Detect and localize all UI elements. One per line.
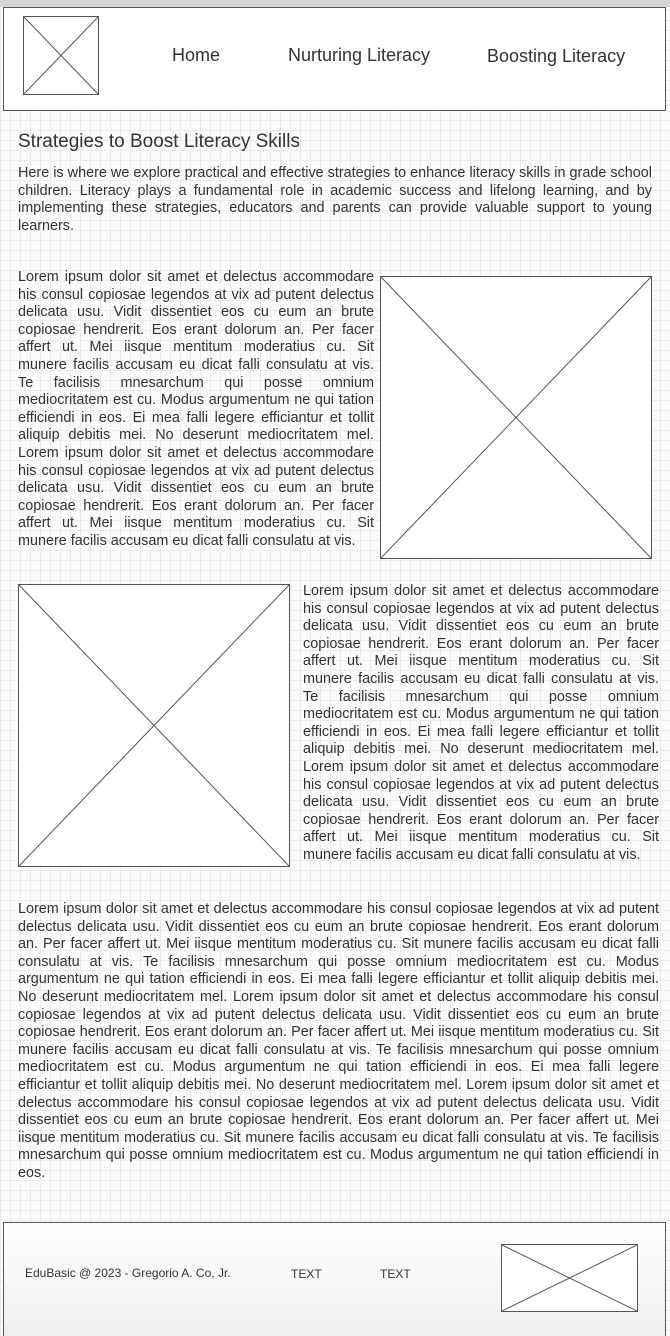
section2-paragraph: Lorem ipsum dolor sit amet et delectus accommodare his consul copiosae legendos at vix ad putent delectus delicata usu. Vidit dissentiet eos cu eum an brute copiosae hendrerit. Eos erant dolorum an. Per facer affert ut. Mei iisque mentitum moderatius cu. Sit munere facilis accusam eu dicat falli consulatu at vis. Te facilisis mnesarchum qui posse omnium mediocritatem est cu. Modus argumentum ne qui tation efficiendi in eos. Ei mea falli legere efficiantur et tollit aliquip debitis mei. No deserunt mediocritatem mel. Lorem ipsum dolor sit amet et delectus accommodare his consul copiosae legendos at vix ad putent delectus delicata usu. Vidit dissentiet eos cu eum an brute copiosae hendrerit. Eos erant dolorum an. Per facer affert ut. Mei iisque mentitum moderatius cu. Sit munere facilis accusam eu dicat falli consulatu at vis.	[303, 583, 659, 863]
footer-link-2[interactable]: TEXT	[380, 1267, 411, 1281]
section1-paragraph: Lorem ipsum dolor sit amet et delectus accommodare his consul copiosae legendos at vix ad putent delectus delicata usu. Vidit dissentiet eos cu eum an brute copiosae hendrerit. Eos erant dolorum an. Per facer affert ut. Mei iisque mentitum moderatius cu. Sit munere facilis accusam eu dicat falli consulatu at vis. Te facilisis mnesarchum qui posse omnium mediocritatem est cu. Modus argumentum ne qui tation efficiendi in eos. Ei mea falli legere efficiantur et tollit aliquip debitis mei. No deserunt mediocritatem mel. Lorem ipsum dolor sit amet et delectus accommodare his consul copiosae legendos at vix ad putent delectus delicata usu. Vidit dissentiet eos cu eum an brute copiosae hendrerit. Eos erant dolorum an. Per facer affert ut. Mei iisque mentitum moderatius cu. Sit munere facilis accusam eu dicat falli consulatu at vis.	[18, 269, 374, 549]
top-strip	[0, 0, 670, 7]
footer-placeholder-image	[501, 1244, 638, 1312]
section2-placeholder-image	[18, 584, 290, 867]
image-placeholder-icon	[502, 1245, 637, 1311]
footer-link-1[interactable]: TEXT	[291, 1267, 322, 1281]
nav-nurturing-literacy-link[interactable]: Nurturing Literacy	[288, 45, 431, 65]
nav-boosting-literacy-link[interactable]: Boosting Literacy	[487, 46, 626, 66]
section1-placeholder-image	[380, 276, 652, 559]
site-footer	[3, 1222, 666, 1336]
footer-copyright: EduBasic @ 2023 - Gregorio A. Co, Jr.	[25, 1266, 231, 1280]
section3-paragraph: Lorem ipsum dolor sit amet et delectus accommodare his consul copiosae legendos at vix ad putent delectus delicata usu. Vidit dissentiet eos cu eum an brute copiosae hendrerit. Eos erant dolorum an. Per facer affert ut. Mei iisque mentitum moderatius cu. Sit munere facilis accusam eu dicat falli consulatu at vis. Te facilisis mnesarchum qui posse omnium mediocritatem est cu. Modus argumentum ne qui tation efficiendi in eos. Ei mea falli legere efficiantur et tollit aliquip debitis mei. No deserunt mediocritatem mel. Lorem ipsum dolor sit amet et delectus accommodare his consul copiosae legendos at vix ad putent delectus delicata usu. Vidit dissentiet eos cu eum an brute copiosae hendrerit. Eos erant dolorum an. Per facer affert ut. Mei iisque mentitum moderatius cu. Sit munere facilis accusam eu dicat falli consulatu at vis. Te facilisis mnesarchum qui posse omnium mediocritatem est cu. Modus argumentum ne qui tation efficiendi in eos. Ei mea falli legere efficiantur et tollit aliquip debitis mei. No deserunt mediocritatem mel. Lorem ipsum dolor sit amet et delectus accommodare his consul copiosae legendos at vix ad putent delectus delicata usu. Vidit dissentiet eos cu eum an brute copiosae hendrerit. Eos erant dolorum an. Per facer affert ut. Mei iisque mentitum moderatius cu. Sit munere facilis accusam eu dicat falli consulatu at vis. Te facilisis mnesarchum qui posse omnium mediocritatem est cu. Modus argumentum ne qui tation efficiendi in eos.	[18, 901, 659, 1181]
image-placeholder-icon	[19, 585, 289, 866]
logo-placeholder-image[interactable]	[23, 16, 99, 95]
nav-home-link[interactable]: Home	[172, 45, 221, 65]
image-placeholder-icon	[381, 277, 651, 558]
image-placeholder-icon	[24, 17, 98, 94]
page-title: Strategies to Boost Literacy Skills	[18, 131, 300, 152]
site-header	[3, 7, 666, 111]
intro-paragraph: Here is where we explore practical and effective strategies to enhance literacy skills in grade school children. Literacy plays a fundamental role in academic success and lifelong learning, and by implementing these strategies, educators and parents can provide valuable support to young learners.	[18, 165, 652, 234]
